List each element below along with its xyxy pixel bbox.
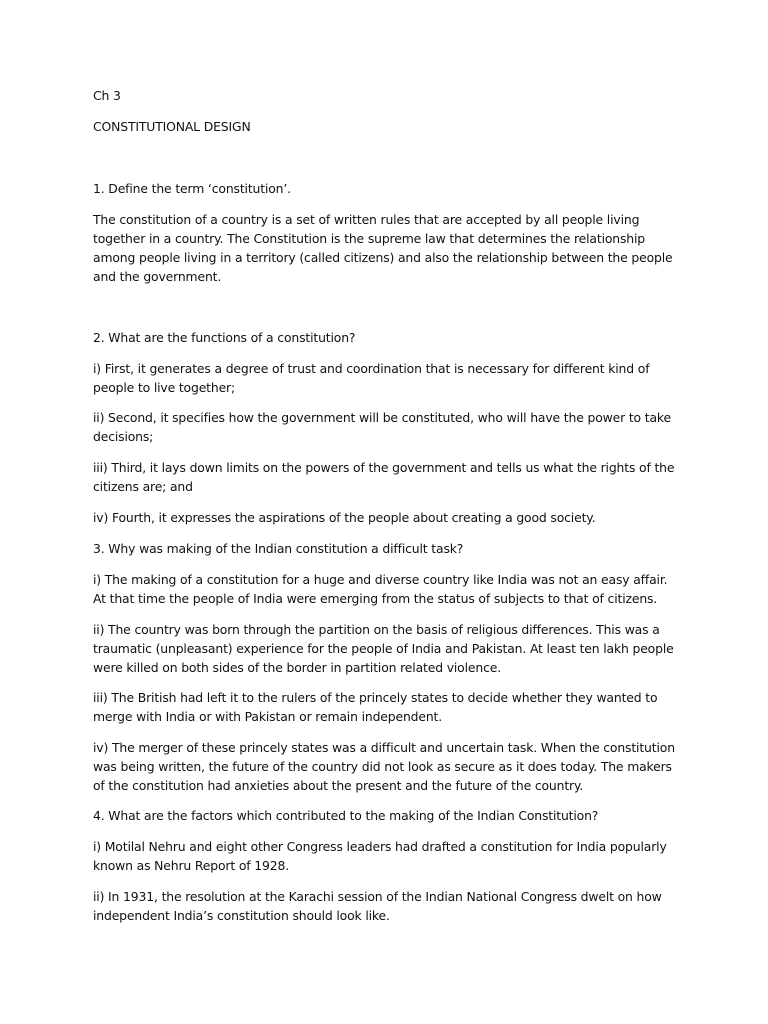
chapter-label: Ch 3: [93, 88, 121, 103]
answer-4-ii: ii) In 1931, the resolution at the Karachi session of the Indian National Congress dwelt on how independent India’s constitution should look like.: [93, 889, 662, 923]
answer-3-i: i) The making of a constitution for a huge and diverse country like India was not an easy affair. At that time the people of India were emerging from the status of subjects to that of citizens.: [93, 572, 668, 606]
answer-3-ii: ii) The country was born through the partition on the basis of religious differences. This was a traumatic (unpleasant) experience for the people of India and Pakistan. At least ten lakh people were killed on both sides of the border in partition related violence.: [93, 622, 674, 675]
question-1: 1. Define the term ‘constitution’.: [93, 181, 291, 196]
answer-4-i: i) Motilal Nehru and eight other Congress leaders had drafted a constitution for India popularly known as Nehru Report of 1928.: [93, 839, 667, 873]
answer-2-ii: ii) Second, it specifies how the government will be constituted, who will have the power to take decisions;: [93, 410, 671, 444]
answer-3-iv: iv) The merger of these princely states was a difficult and uncertain task. When the constitution was being written, the future of the country did not look as secure as it does today. The makers of the constitution had anxieties about the present and the future of the country.: [93, 740, 675, 793]
page-title: CONSTITUTIONAL DESIGN: [93, 119, 251, 134]
question-3: 3. Why was making of the Indian constitution a difficult task?: [93, 541, 464, 556]
answer-3-iii: iii) The British had left it to the rulers of the princely states to decide whether they wanted to merge with India or with Pakistan or remain independent.: [93, 690, 658, 724]
question-2: 2. What are the functions of a constitution?: [93, 330, 356, 345]
answer-1: The constitution of a country is a set of written rules that are accepted by all people living together in a country. The Constitution is the supreme law that determines the relationship among people living in a territory (called citizens) and also the relationship between the people and the government.: [93, 212, 673, 284]
answer-2-iii: iii) Third, it lays down limits on the powers of the government and tells us what the rights of the citizens are; and: [93, 460, 675, 494]
answer-2-i: i) First, it generates a degree of trust and coordination that is necessary for different kind of people to live together;: [93, 361, 650, 395]
answer-2-iv: iv) Fourth, it expresses the aspirations of the people about creating a good society.: [93, 510, 596, 525]
question-4: 4. What are the factors which contributed to the making of the Indian Constitution?: [93, 808, 599, 823]
